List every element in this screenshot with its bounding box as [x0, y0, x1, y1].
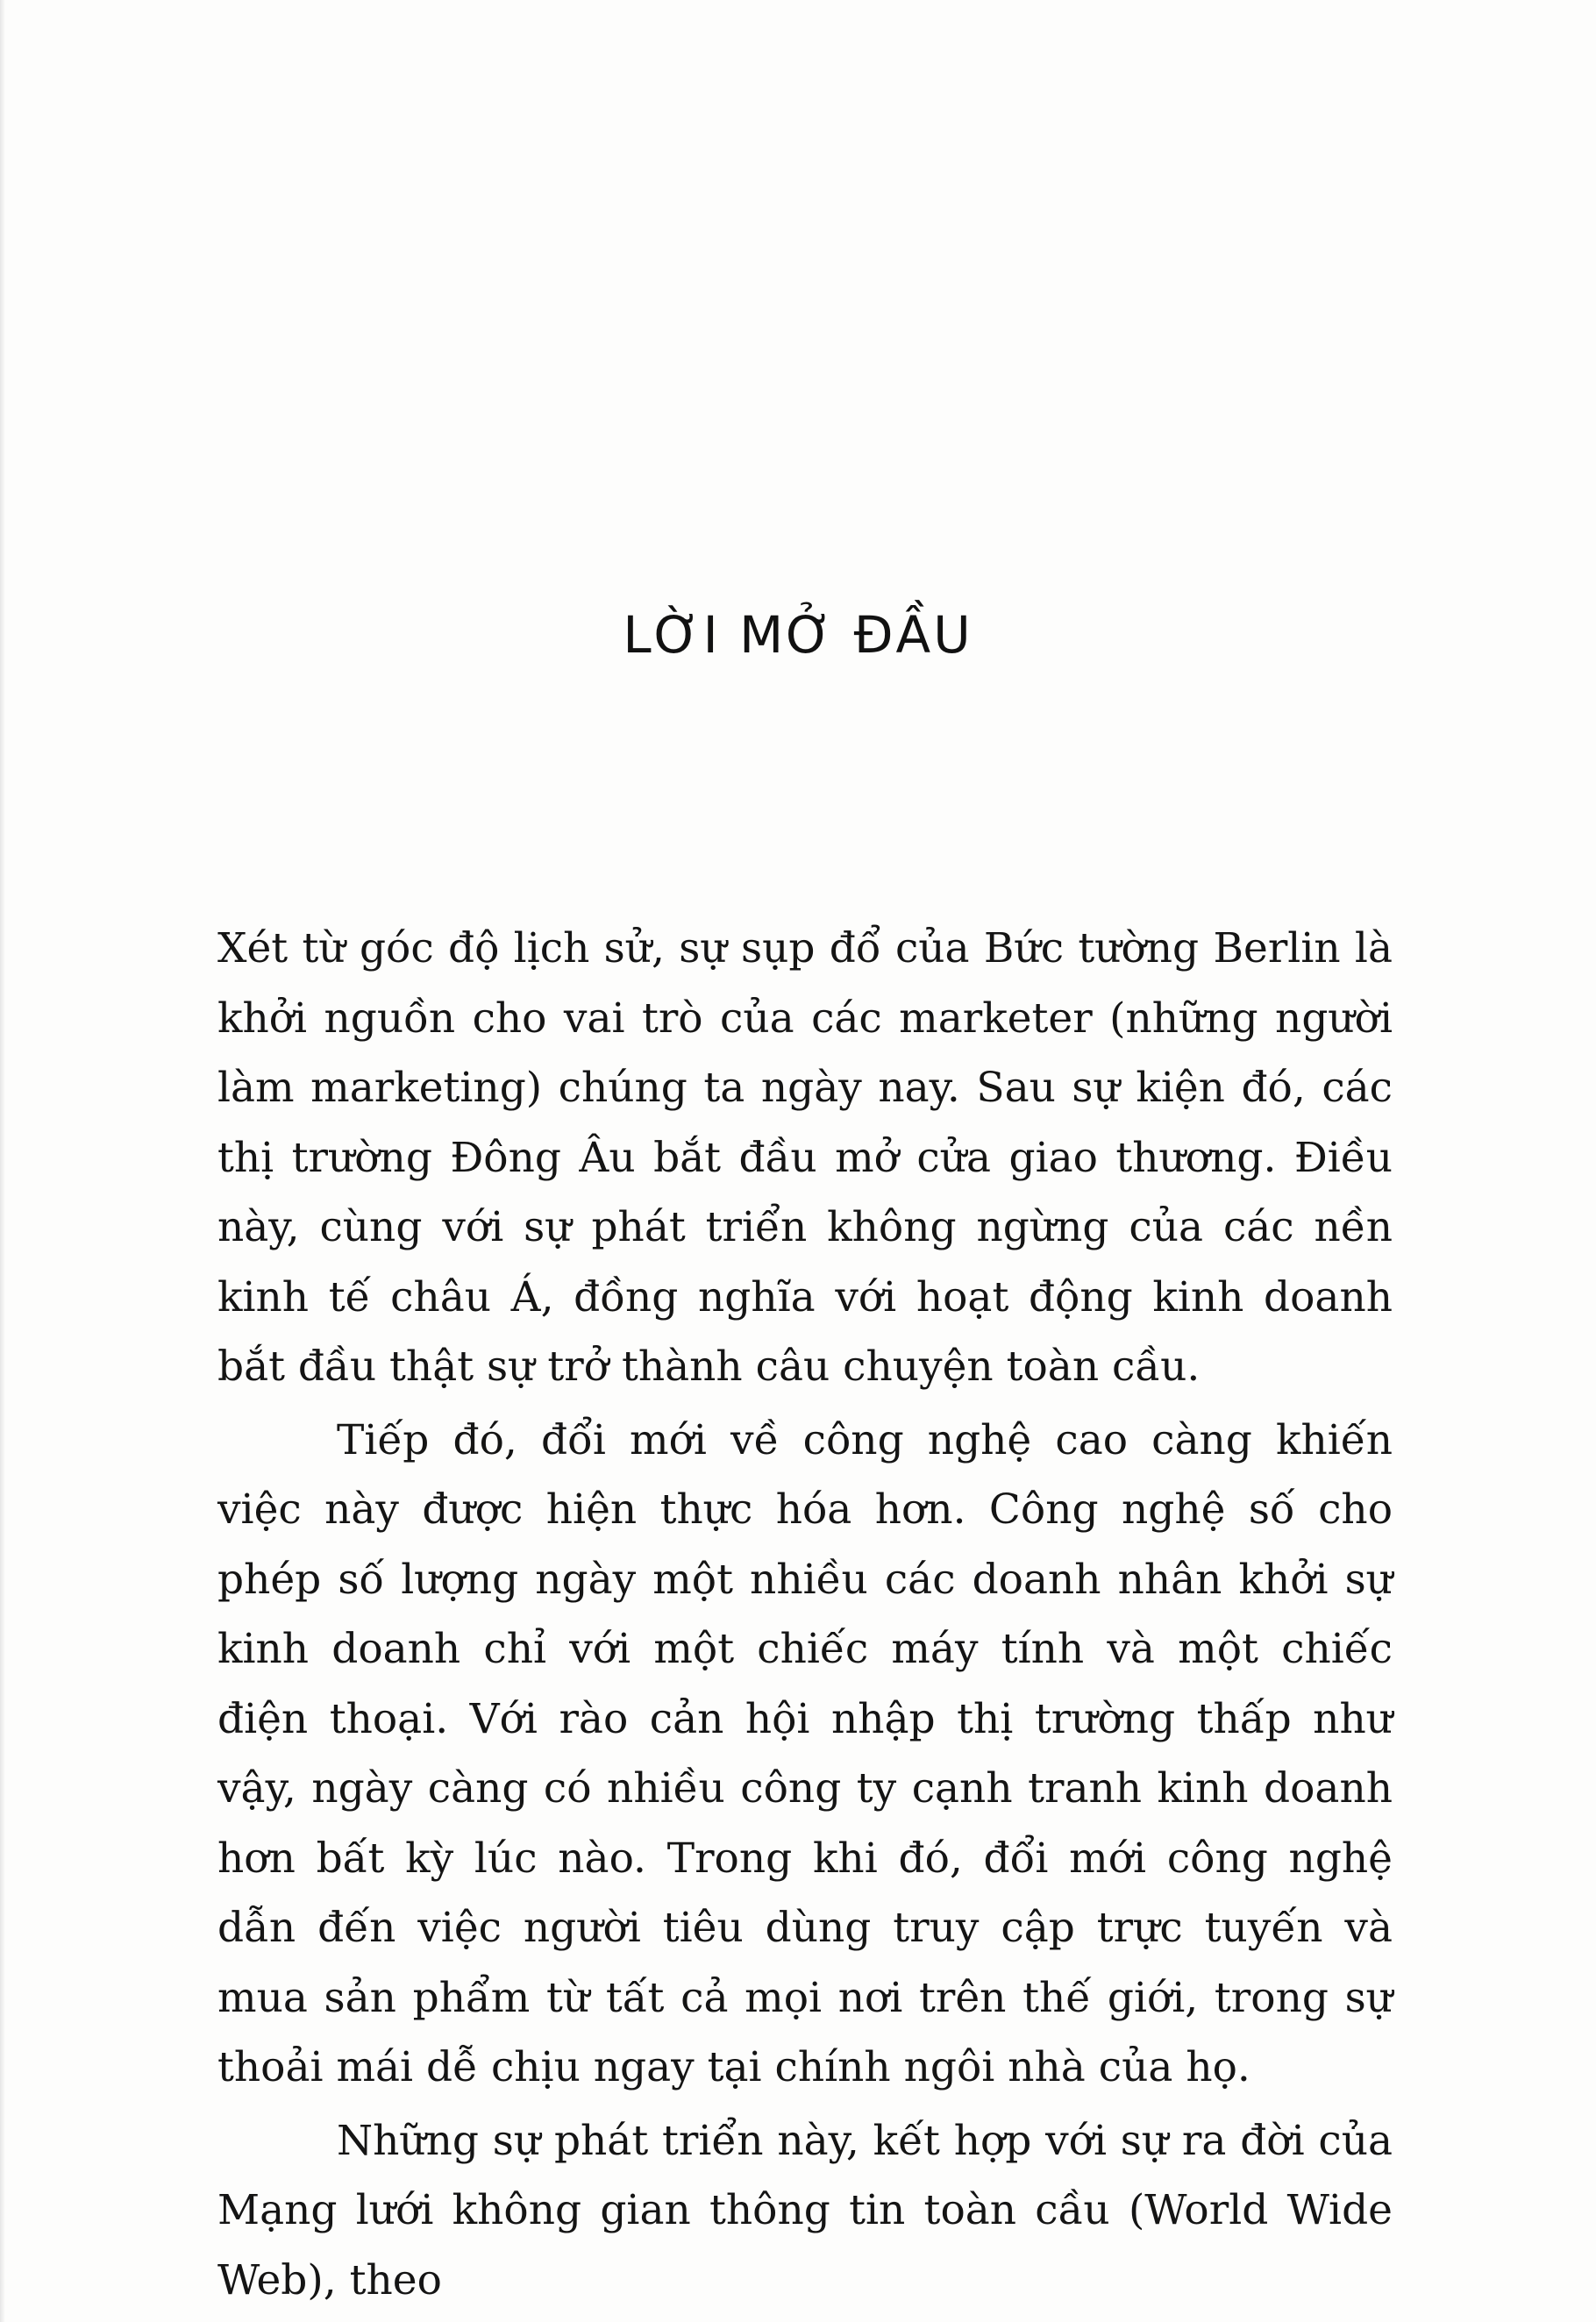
- body-text: [217, 914, 1393, 2315]
- paragraph-3: Những sự phát triển này, kết hợp với sự ra đời của Mạng lưới không gian thông tin toàn cầu (World Wide Web), theo: [217, 2116, 1393, 2304]
- page-edge-shadow: [0, 0, 5, 2322]
- chapter-title: LỜI MỞ ĐẦU: [623, 605, 973, 665]
- paragraph-2: Tiếp đó, đổi mới về công nghệ cao càng khiến việc này được hiện thực hóa hơn. Công nghệ số cho phép số lượng ngày một nhiều các doanh nhân khởi sự kinh doanh chỉ với một chiếc máy tính và một chiếc điện thoại. Với rào cản hội nhập thị trường thấp như vậy, ngày càng có nhiều công ty cạnh tranh kinh doanh hơn bất kỳ lúc nào. Trong khi đó, đổi mới công nghệ dẫn đến việc người tiêu dùng truy cập trực tuyến và mua sản phẩm từ tất cả mọi nơi trên thế giới, trong sự thoải mái dễ chịu ngay tại chính ngôi nhà của họ.: [217, 1415, 1393, 2091]
- paragraph-1: Xét từ góc độ lịch sử, sự sụp đổ của Bức tường Berlin là khởi nguồn cho vai trò của các marketer (những người làm marketing) chúng ta ngày nay. Sau sự kiện đó, các thị trường Đông Âu bắt đầu mở cửa giao thương. Điều này, cùng với sự phát triển không ngừng của các nền kinh tế châu Á, đồng nghĩa với hoạt động kinh doanh bắt đầu thật sự trở thành câu chuyện toàn cầu.: [217, 924, 1393, 1391]
